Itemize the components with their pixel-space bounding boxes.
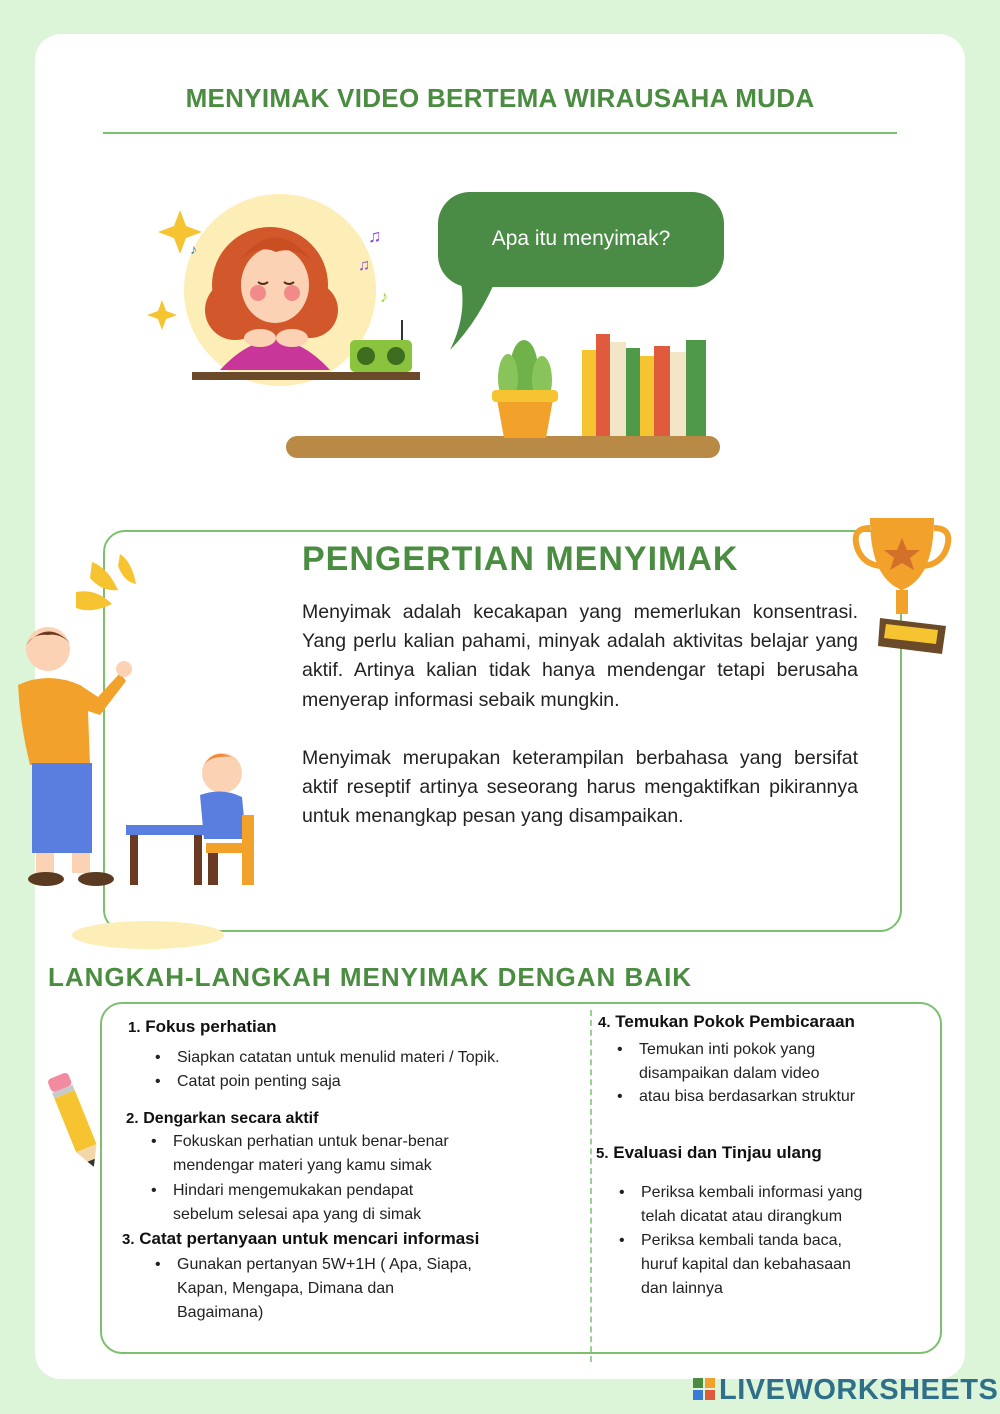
step-2-bullet-1-line-1: Fokuskan perhatian untuk benar-benar — [173, 1133, 449, 1150]
definition-title: PENGERTIAN MENYIMAK — [302, 540, 739, 578]
step-2-bullet-2-line-1: Hindari mengemukakan pendapat — [173, 1182, 414, 1199]
step-3-heading — [122, 1229, 479, 1249]
step-5-bullet-2-line-3: dan lainnya — [641, 1280, 723, 1297]
step-1-heading — [128, 1017, 277, 1037]
step-5-bullet-2-line-2: huruf kapital dan kebahasaan — [641, 1256, 851, 1273]
step-5-heading — [596, 1143, 822, 1163]
step-5-bullet-2 — [641, 1229, 851, 1301]
trophy-icon — [850, 508, 960, 660]
step-2-bullet-1 — [173, 1130, 449, 1178]
step-4-bullet-1 — [639, 1038, 820, 1086]
steps-title: LANGKAH-LANGKAH MENYIMAK DENGAN BAIK — [48, 962, 693, 992]
step-5-title: Evaluasi dan Tinjau ulang — [613, 1143, 822, 1162]
speech-bubble-text: Apa itu menyimak? — [491, 227, 671, 250]
step-4-heading — [598, 1012, 855, 1032]
pencil-icon — [48, 1068, 104, 1172]
step-5-bullet-1-line-1: Periksa kembali informasi yang — [641, 1184, 863, 1201]
step-2-number: 2. — [126, 1110, 139, 1127]
step-3-number: 3. — [122, 1231, 135, 1248]
title-divider — [103, 132, 897, 134]
svg-text:♪: ♪ — [190, 241, 197, 257]
svg-text:♪: ♪ — [380, 289, 388, 306]
step-2-bullet-2-line-2: sebelum selesai apa yang di simak — [173, 1206, 422, 1223]
bookshelf-illustration — [286, 330, 722, 462]
step-5-number: 5. — [596, 1145, 609, 1162]
step-1-number: 1. — [128, 1019, 141, 1036]
step-3-bullet-1-line-3: Bagaimana) — [177, 1304, 264, 1321]
step-1-title: Fokus perhatian — [145, 1017, 277, 1036]
decorative-rays — [72, 552, 152, 618]
step-3-bullet-1-line-2: Kapan, Mengapa, Dimana dan — [177, 1280, 395, 1297]
step-5-bullet-1 — [641, 1181, 862, 1229]
step-3-title: Catat pertanyaan untuk mencari informasi — [139, 1229, 480, 1248]
teacher-student-illustration — [10, 625, 280, 950]
step-2-title: Dengarkan secara aktif — [143, 1110, 319, 1127]
step-1-bullet-2: • Catat poin penting saja — [177, 1070, 341, 1094]
definition-paragraph-1: Menyimak adalah kecakapan yang memerlukan konsentrasi. Yang perlu kalian pahami, minyak adalah aktivitas belajar yang aktif. Artinya kalian tidak hanya mendengar tetapi berusaha menyerap informasi sebaik mungkin. — [302, 601, 858, 711]
step-3-bullet-1 — [177, 1253, 472, 1325]
step-1-bullet-1: • Siapkan catatan untuk menulid materi / Topik. — [177, 1046, 500, 1070]
step-4-bullet-1-line-2: disampaikan dalam video — [639, 1065, 820, 1082]
step-4-title: Temukan Pokok Pembicaraan — [615, 1012, 855, 1031]
svg-text:♫: ♫ — [368, 226, 382, 246]
step-5-bullet-1-line-2: telah dicatat atau dirangkum — [641, 1208, 843, 1225]
svg-text:♫: ♫ — [358, 257, 370, 274]
step-3-bullet-1-line-1: Gunakan pertanyan 5W+1H ( Apa, Siapa, — [177, 1256, 472, 1273]
step-4-number: 4. — [598, 1014, 611, 1031]
step-2-heading — [126, 1108, 318, 1128]
step-4-bullet-1-line-1: Temukan inti pokok yang — [639, 1041, 816, 1058]
definition-paragraph-2: Menyimak merupakan keterampilan berbahasa yang bersifat aktif reseptif artinya seseorang harus mengaktifkan pikirannya untuk menangkap pesan yang disampaikan. — [302, 747, 858, 828]
step-5-bullet-2-line-1: Periksa kembali tanda baca, — [641, 1232, 842, 1249]
step-4-bullet-2: • atau bisa berdasarkan struktur — [639, 1085, 855, 1109]
step-2-bullet-2 — [173, 1179, 421, 1227]
liveworksheets-logo-icon — [693, 1378, 715, 1402]
page-title: MENYIMAK VIDEO BERTEMA WIRAUSAHA MUDA — [185, 83, 815, 113]
liveworksheets-logo-text[interactable]: LIVEWORKSHEETS — [719, 1374, 999, 1406]
steps-column-divider — [590, 1010, 592, 1362]
step-2-bullet-1-line-2: mendengar materi yang kamu simak — [173, 1157, 432, 1174]
